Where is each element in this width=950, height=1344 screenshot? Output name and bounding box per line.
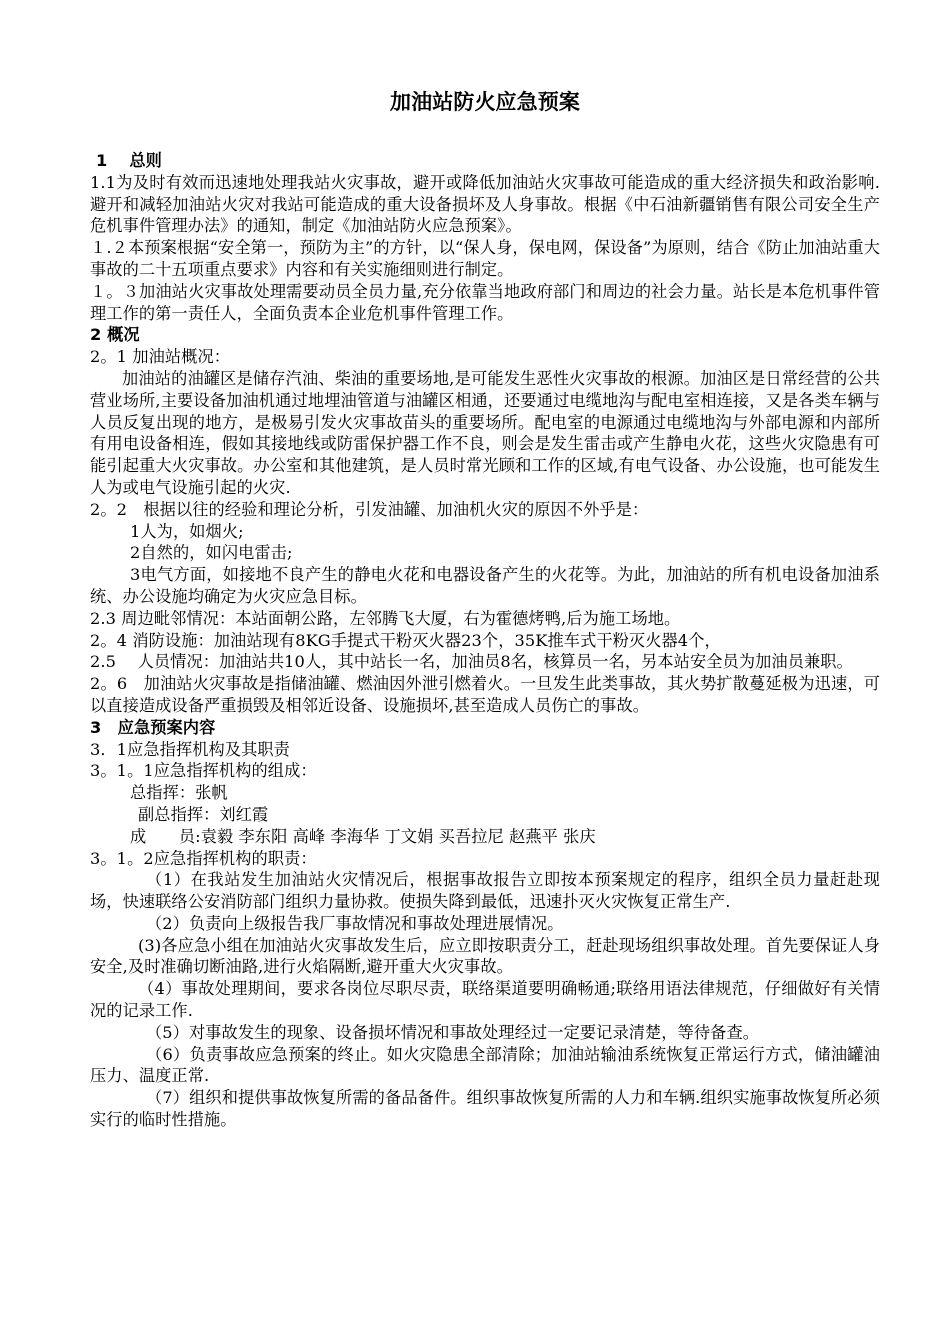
section-heading-3: 3 应急预案内容 [90, 717, 216, 737]
paragraph-1-2: １.２本预案根据“安全第一，预防为主”的方针，以“保人身，保电网，保设备”为原则，结合《防止加油站重大事故的二十五项重点要求》内容和有关实施细则进行制定。 [90, 238, 880, 279]
commander-line: 总指挥：张帆 [130, 783, 228, 803]
duty-item-2: （2）负责向上级报告我厂事故情况和事故处理进展情况。 [146, 913, 564, 933]
duty-item-5: （5）对事故发生的现象、设备损坏情况和事故处理经过一定要记录清楚，等待备查。 [146, 1022, 760, 1042]
paragraph-2-4: 2。4 消防设施：加油站现有8KG手提式干粉灭火器23个，35K推车式干粉灭火器4个， [90, 630, 721, 650]
paragraph-2-1-title: 2。1 加油站概况： [90, 347, 231, 367]
members-line: 成 员:袁毅 李东阳 高峰 李海华 丁文娟 买吾拉尼 赵燕平 张庆 [130, 826, 596, 846]
paragraph-2-1-body: 加油站的油罐区是储存汽油、柴油的重要场地,是可能发生恶性火灾事故的根源。加油区是日常经营的公共营业场所,主要设备加油机通过地埋油管道与油罐区相通，还要通过电缆地沟与配电室相连接，又是各类车辆与人员反复出现的地方，是极易引发火灾事故苗头的重要场所。配电室的电源通过电缆地沟与外部电源和内部所有用电设备相连，假如其接地线或防雷保护器工作不良，则会是发生雷击或产生静电火花，这些火灾隐患有可能引起重大火灾事故。办公室和其他建筑，是人员时常光顾和工作的区域,有电气设备、办公设施，也可能发生人为或电气设施引起的火灾. [90, 368, 880, 497]
paragraph-2-3: 2.3 周边毗邻情况：本站面朝公路，左邻腾飞大厦，右为霍德烤鸭,后为施工场地。 [90, 608, 681, 628]
paragraph-2-5: 2.5 人员情况：加油站共10人，其中站长一名，加油员8名，核算员一名，另本站安全员为加油员兼职。 [90, 652, 853, 672]
paragraph-2-6: 2。6 加油站火灾事故是指储油罐、燃油因外泄引燃着火。一旦发生此类事故，其火势扩散蔓延极为迅速，可以直接造成设备严重损毁及相邻近设备、设施损坏,甚至造成人员伤亡的事故。 [90, 674, 880, 715]
paragraph-2-2-title: 2。2 根据以往的经验和理论分析，引发油罐、加油机火灾的原因不外乎是： [90, 499, 649, 519]
duty-item-1: （1）在我站发生加油站火灾情况后，根据事故报告立即按本预案规定的程序，组织全员力量赶赴现场，快速联络公安消防部门组织力量协救。使损失降到最低，迅速扑灭火灾恢复正常生产. [90, 870, 880, 912]
cause-item-2: 2自然的，如闪电雷击; [130, 543, 293, 563]
duty-item-7: （7）组织和提供事故恢复所需的备品备件。组织事故恢复所需的人力和车辆.组织实施事故恢复所必须实行的临时性措施。 [90, 1088, 880, 1130]
document-page [90, 88, 880, 1131]
duty-item-3: (3)各应急小组在加油站火灾事故发生后，应立即按职责分工，赶赴现场组织事故处理。首先要保证人身安全,及时准确切断油路,进行火焰隔断,避开重大火灾事故。 [90, 935, 880, 977]
document-title: 加油站防火应急预案 [390, 90, 580, 114]
paragraph-3-1-2: 3。1。2应急指挥机构的职责： [90, 848, 317, 868]
section-heading-1: 1 总则 [96, 151, 162, 170]
section-heading-2: 2 概况 [90, 325, 140, 345]
cause-item-1: 1人为，如烟火; [130, 521, 244, 541]
paragraph-3-1-1: 3。1。1应急指挥机构的组成： [90, 761, 317, 781]
paragraph-1-1: 1.1为及时有效而迅速地处理我站火灾事故，避开或降低加油站火灾事故可能造成的重大经济损失和政治影响.避开和减轻加油站火灾对我站可能造成的重大设备损坏及人身事故。根据《中石油新疆销售有限公司安全生产危机事件管理办法》的通知，制定《加油站防火应急预案》。 [90, 172, 880, 236]
cause-item-3: 3电气方面，如接地不良产生的静电火花和电器设备产生的火花等。为此，加油站的所有机电设备加油系统、办公设施均确定为火灾应急目标。 [90, 565, 880, 606]
deputy-commander-line: 副总指挥：刘红霞 [138, 804, 269, 824]
duty-item-4: （4）事故处理期间，要求各岗位尽职尽责，联络渠道要明确畅通;联络用语法律规范，仔细做好有关情况的记录工作. [90, 979, 880, 1021]
paragraph-3-1: 3．1应急指挥机构及其职责 [90, 739, 290, 759]
duty-item-6: （6）负责事故应急预案的终止。如火灾隐患全部清除；加油站输油系统恢复正常运行方式，储油罐油压力、温度正常. [90, 1044, 880, 1086]
paragraph-1-3: １。３加油站火灾事故处理需要动员全员力量,充分依靠当地政府部门和周边的社会力量。站长是本危机事件管理工作的第一责任人，全面负责本企业危机事件管理工作。 [90, 281, 880, 323]
